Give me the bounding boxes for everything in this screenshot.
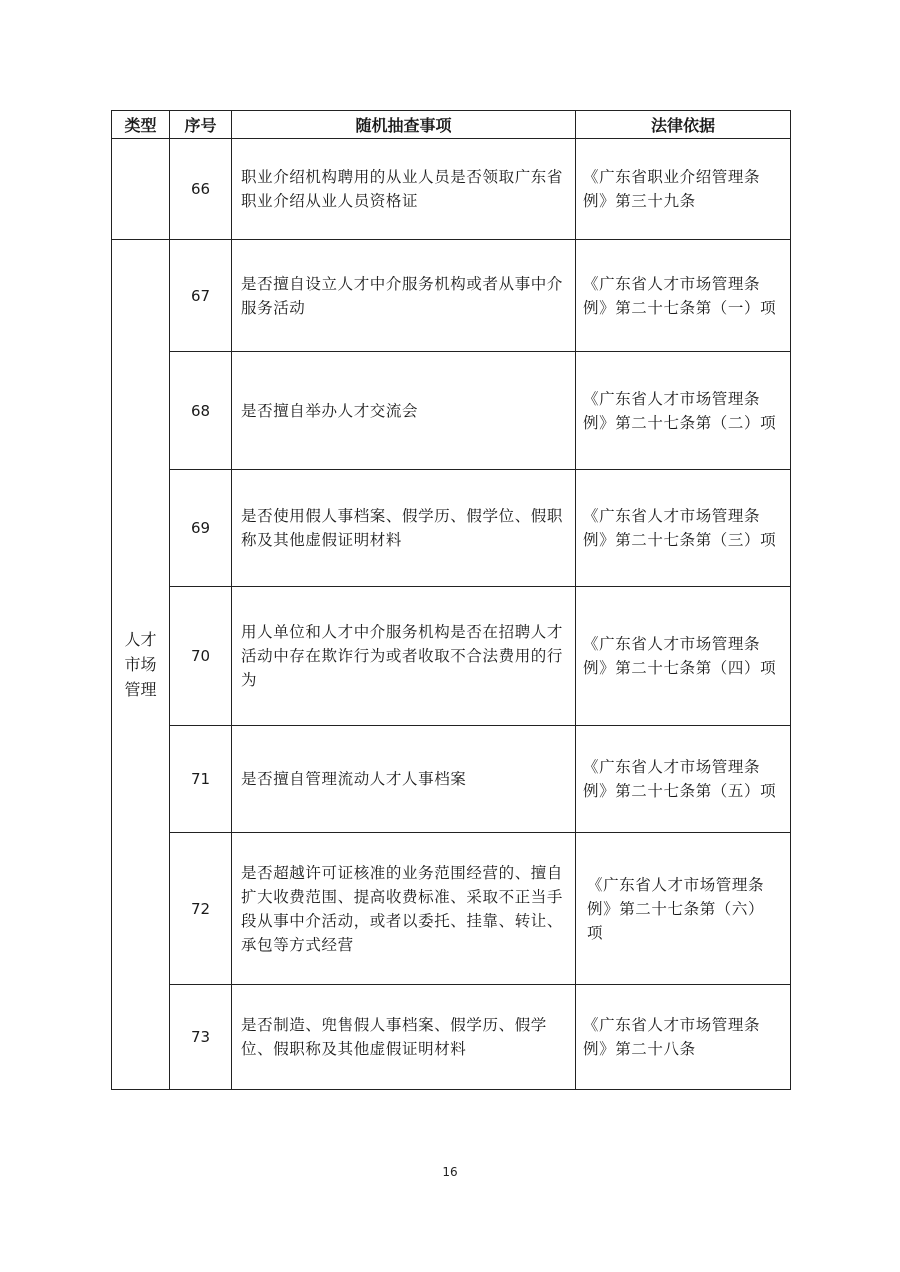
legal-basis-text: 《广东省人才市场管理条例》第二十七条第（三）项 [583, 507, 777, 549]
inspection-item: 职业介绍机构聘用的从业人员是否领取广东省职业介绍从业人员资格证 [232, 139, 576, 240]
legal-basis [576, 240, 791, 352]
legal-basis [576, 587, 791, 726]
table-row [112, 470, 791, 587]
table-row [112, 985, 791, 1090]
row-number: 72 [170, 833, 232, 985]
legal-basis [576, 470, 791, 587]
inspection-item: 是否擅自举办人才交流会 [232, 352, 576, 470]
inspection-item: 是否超越许可证核准的业务范围经营的、擅自扩大收费范围、提高收费标准、采取不正当手段从事中介活动，或者以委托、挂靠、转让、承包等方式经营 [232, 833, 576, 985]
table-row [112, 240, 791, 352]
category-cell-empty [112, 139, 170, 240]
table-row [112, 726, 791, 833]
table-row [112, 352, 791, 470]
table-row [112, 139, 791, 240]
row-number: 68 [170, 352, 232, 470]
row-number: 69 [170, 470, 232, 587]
legal-basis [576, 139, 791, 240]
legal-basis-text: 《广东省人才市场管理条例》第二十七条第（一）项 [583, 274, 777, 317]
legal-basis-text: 《广东省人才市场管理条例》第二十七条第（五）项 [583, 758, 777, 800]
row-number: 67 [170, 240, 232, 352]
inspection-item: 是否擅自管理流动人才人事档案 [232, 726, 576, 833]
row-number: 71 [170, 726, 232, 833]
page-number: 16 [442, 1165, 458, 1179]
inspection-item: 是否擅自设立人才中介服务机构或者从事中介服务活动 [232, 240, 576, 352]
legal-basis-text: 《广东省人才市场管理条例》第二十八条 [583, 1016, 761, 1058]
table-header-row [112, 111, 791, 139]
legal-basis-text: 《广东省人才市场管理条例》第二十七条第（六）项 [587, 875, 765, 942]
inspection-items-table [111, 110, 791, 1090]
legal-basis-text: 《广东省人才市场管理条例》第二十七条第（四）项 [583, 635, 777, 677]
inspection-item: 是否制造、兜售假人事档案、假学历、假学位、假职称及其他虚假证明材料 [232, 985, 576, 1090]
header-no: 序号 [170, 111, 232, 139]
legal-basis-text: 《广东省人才市场管理条例》第二十七条第（二）项 [583, 389, 777, 432]
table-row [112, 587, 791, 726]
inspection-item: 是否使用假人事档案、假学历、假学位、假职称及其他虚假证明材料 [232, 470, 576, 587]
category-cell-talent-market [112, 240, 170, 1090]
header-law: 法律依据 [576, 111, 791, 139]
row-number: 66 [170, 139, 232, 240]
header-type: 类型 [112, 111, 170, 139]
legal-basis-text: 《广东省职业介绍管理条例》第三十九条 [583, 168, 761, 210]
legal-basis [576, 985, 791, 1090]
category-label: 人才市场管理 [124, 630, 157, 699]
table-row [112, 833, 791, 985]
inspection-item: 用人单位和人才中介服务机构是否在招聘人才活动中存在欺诈行为或者收取不合法费用的行为 [232, 587, 576, 726]
legal-basis [576, 726, 791, 833]
header-item: 随机抽查事项 [232, 111, 576, 139]
legal-basis [576, 833, 791, 985]
row-number: 70 [170, 587, 232, 726]
row-number: 73 [170, 985, 232, 1090]
legal-basis [576, 352, 791, 470]
